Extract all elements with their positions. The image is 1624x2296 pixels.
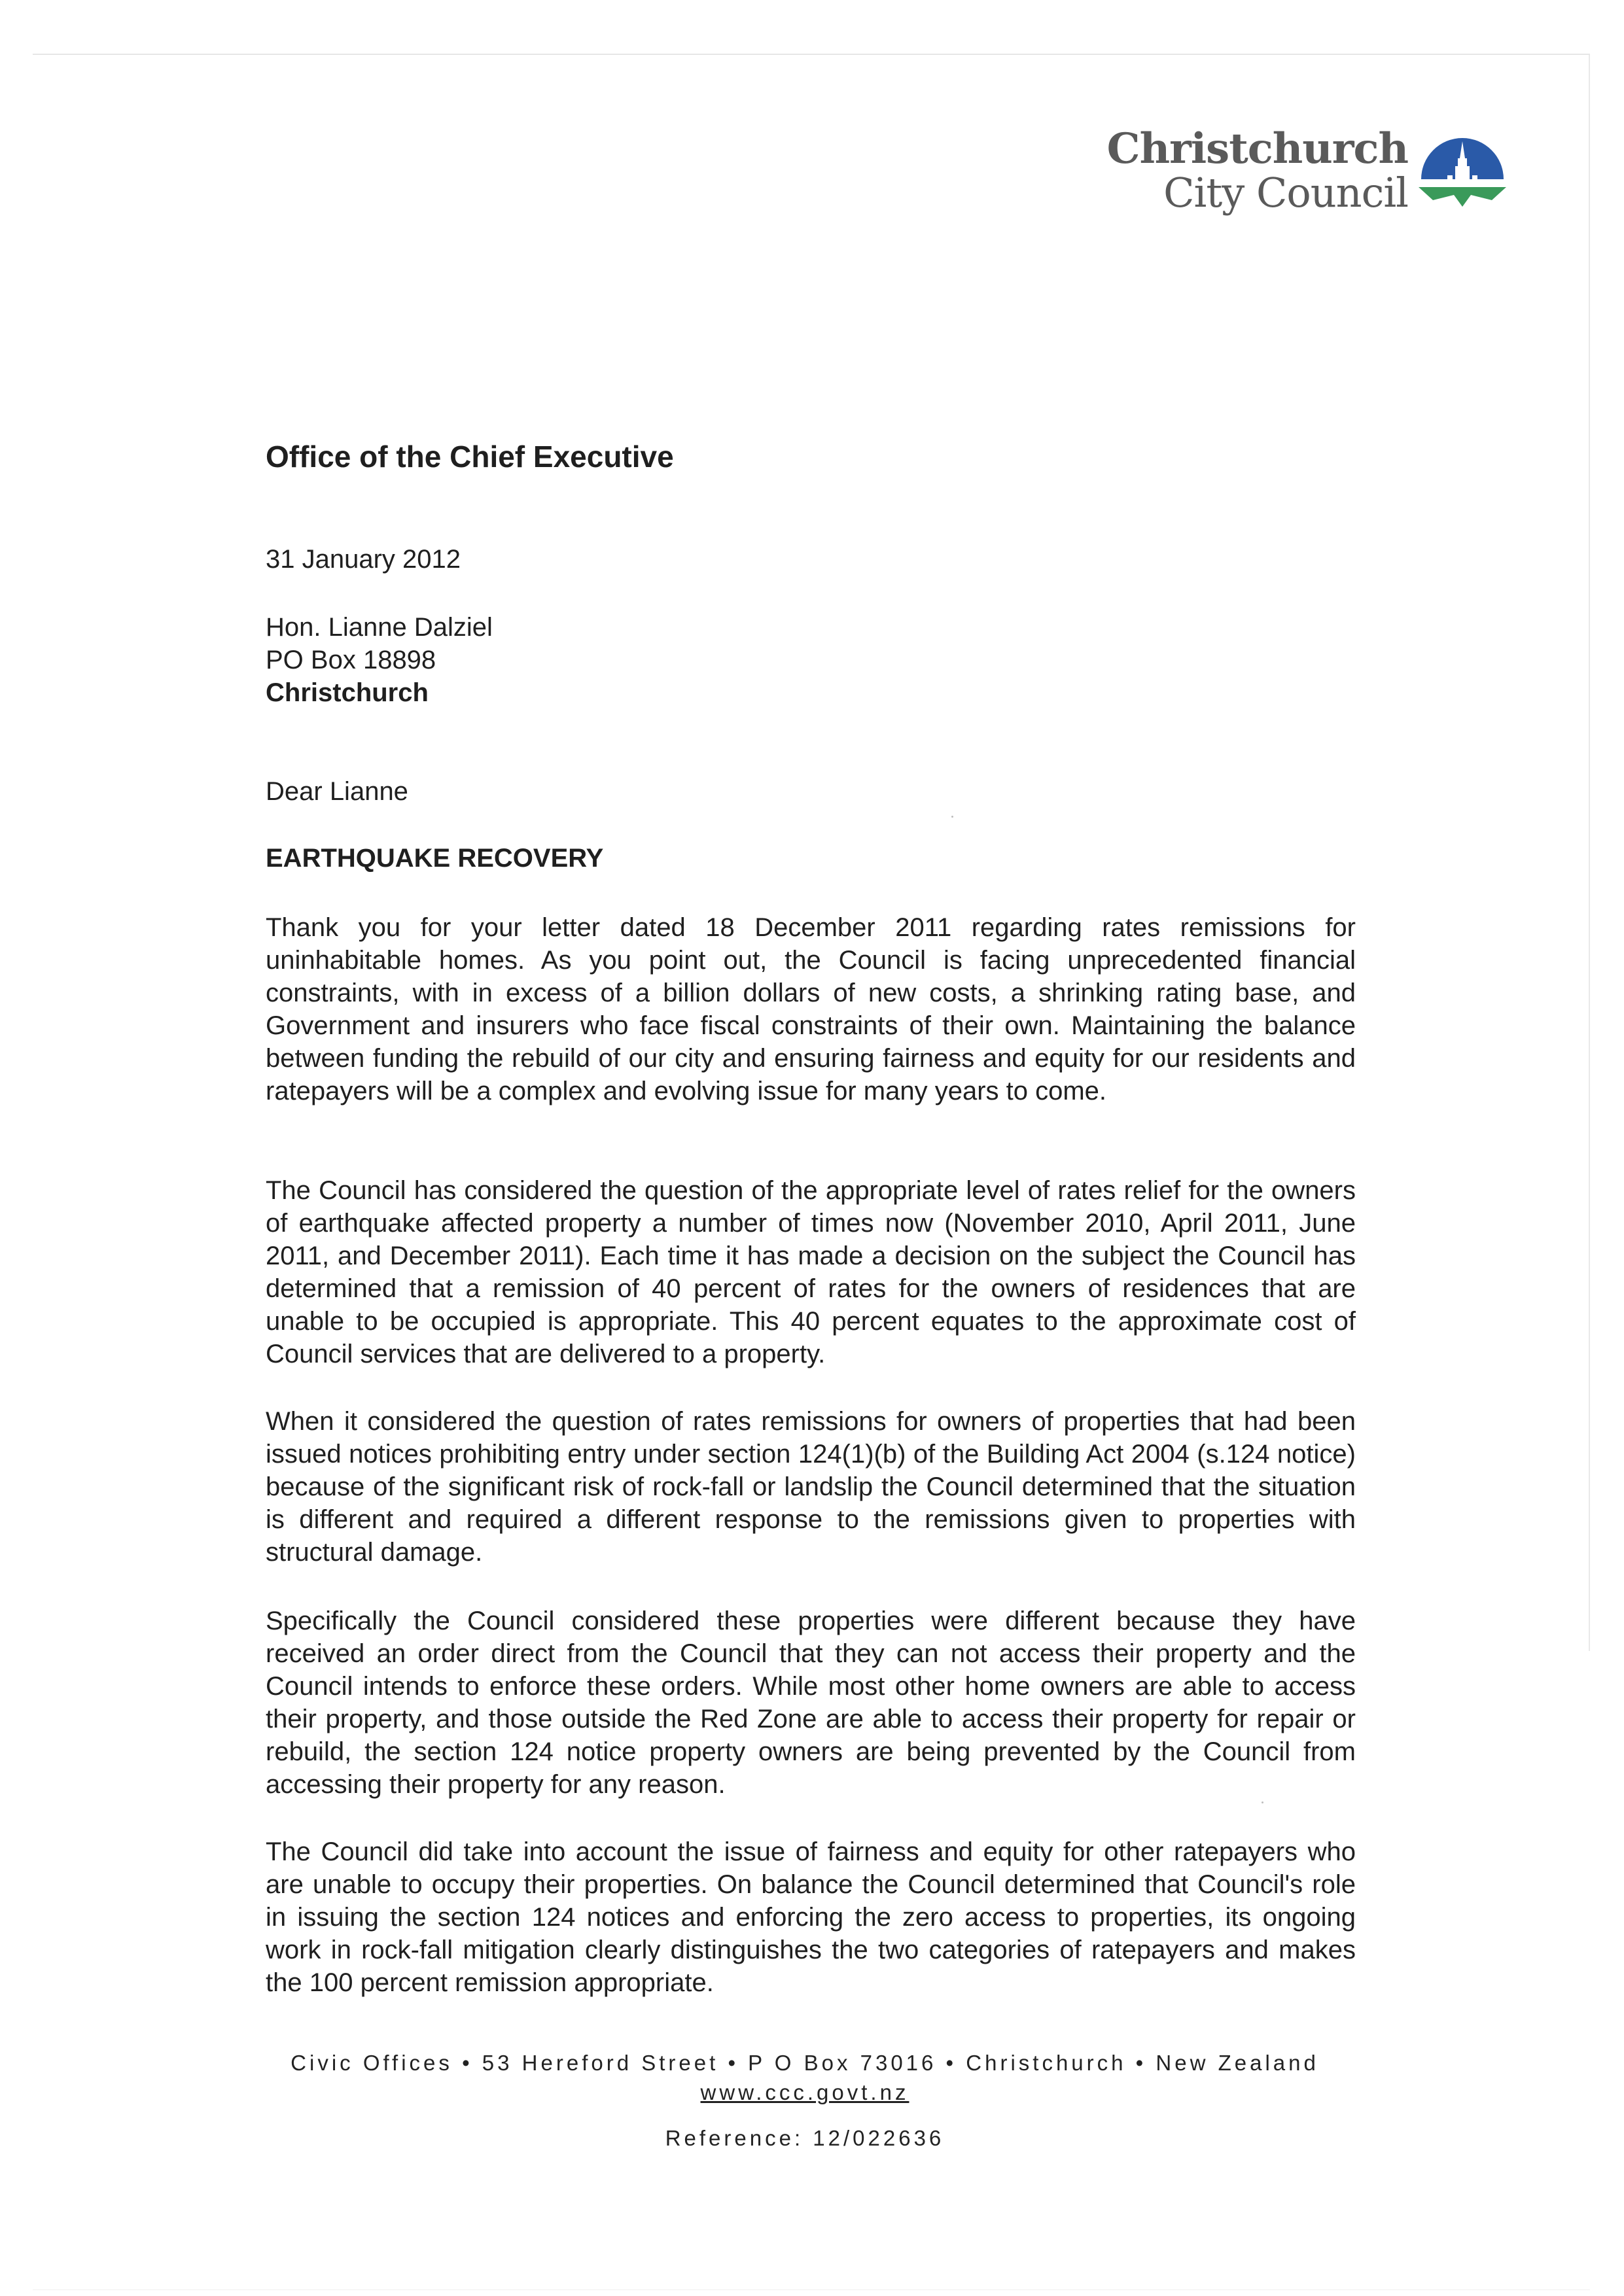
recipient-box: PO Box 18898 xyxy=(266,646,436,674)
page-edge-right xyxy=(1589,55,1590,1651)
body-paragraph-1: Thank you for your letter dated 18 December 2011 regarding rates remissions for uninhabitable homes. As you point out, the Council is facing unprecedented financial constraints, with in excess of a billion dollars of new costs, a shrinking rating base, and Government and insurers who face fiscal constraints of their own. Maintaining the balance between funding the rebuild of our city and ensuring fairness and equity for our residents and ratepayers will be a complex and evolving issue for many years to come. xyxy=(266,913,1356,1105)
footer-website-link[interactable]: www.ccc.govt.nz xyxy=(700,2080,909,2104)
body-paragraph-4: Specifically the Council considered these properties were different because they have received an order direct from the Council that they can not access their property and the Council intends to enforce these orders. While most other home owners are able to access their property, and those outside the Red Zone are able to access their property for repair or rebuild, the section 124 notice property owners are being prevented by the Council from accessing their property for any reason. xyxy=(266,1607,1356,1799)
recipient-name: Hon. Lianne Dalziel xyxy=(266,613,493,642)
body-paragraph-5: The Council did take into account the issue of fairness and equity for other ratepayers who are unable to occupy their properties. On balance the Council determined that Council's role in issuing the section 124 notices and enforcing the zero access to properties, its ongoing work in rock-fall mitigation clearly distinguishes the two categories of ratepayers and makes the 100 percent remission appropriate. xyxy=(266,1837,1356,1997)
body-paragraph-2: The Council has considered the question of the appropriate level of rates relief for the owners of earthquake affected property a number of times now (November 2010, April 2011, June 2011, and December 2011). Each time it has made a decision on the subject the Council has determined that a remission of 40 percent of rates for the owners of residences that are unable to be occupied is appropriate. This 40 percent equates to the approximate cost of Council services that are delivered to a property. xyxy=(266,1176,1356,1368)
logo-text-line2: City Council xyxy=(1163,169,1408,217)
body-paragraph-3: When it considered the question of rates remissions for owners of properties that had been issued notices prohibiting entry under section 124(1)(b) of the Building Act 2004 (s.124 notice) because of the significant risk of rock-fall or landslip the Council determined that the situation is different and required a different response to the remissions given to properties with structural damage. xyxy=(266,1407,1356,1567)
council-logo xyxy=(1106,118,1518,235)
subject-line: EARTHQUAKE RECOVERY xyxy=(266,844,604,873)
logo-text-line1: Christchurch xyxy=(1106,124,1408,173)
recipient-address xyxy=(266,611,1356,709)
letter-date: 31 January 2012 xyxy=(266,545,461,574)
cathedral-spire-emblem-icon xyxy=(1413,127,1511,225)
scan-speck xyxy=(1262,1801,1263,1803)
office-heading: Office of the Chief Executive xyxy=(266,440,674,474)
salutation: Dear Lianne xyxy=(266,777,408,806)
page-edge-bottom xyxy=(33,2289,1590,2290)
recipient-city: Christchurch xyxy=(266,678,429,707)
page-edge-top xyxy=(33,54,1590,55)
footer-address: Civic Offices • 53 Hereford Street • P O Box 73016 • Christchurch • New Zealand xyxy=(291,2051,1319,2075)
scan-speck xyxy=(951,816,953,818)
footer-reference: Reference: 12/022636 xyxy=(665,2126,945,2150)
